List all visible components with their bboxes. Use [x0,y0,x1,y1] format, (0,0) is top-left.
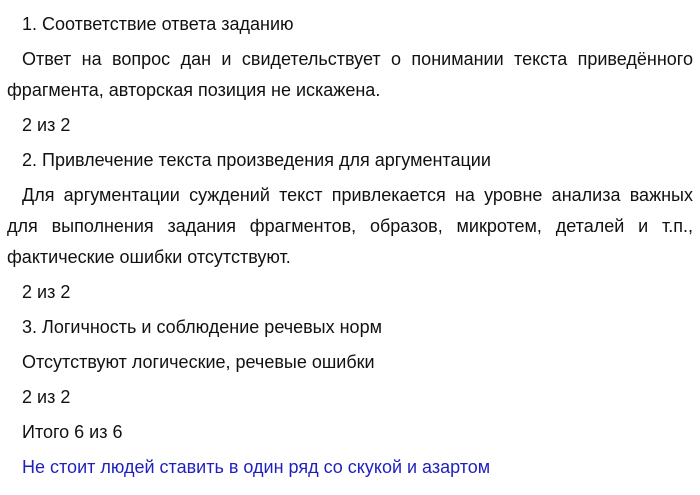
total-score: Итого 6 из 6 [22,422,123,442]
criterion-1-description: Ответ на вопрос дан и свидетельствует о понимании текста приведённого фрагмента, авторская позиция не искажена. [7,49,693,100]
criterion-1-title: 1. Соответствие ответа заданию [22,14,294,34]
next-essay-link[interactable]: Не стоит людей ставить в один ряд со скукой и азартом [22,457,491,477]
criterion-2-description: Для аргументации суждений текст привлекается на уровне анализа важных для выполнения задания фрагментов, образов, микротем, деталей и т.п., фактические ошибки отсутствуют. [7,185,693,267]
criterion-1-score: 2 из 2 [22,115,71,135]
criterion-2-score: 2 из 2 [22,282,71,302]
criterion-3-title: 3. Логичность и соблюдение речевых норм [22,317,382,337]
criterion-2-title: 2. Привлечение текста произведения для аргументации [22,150,491,170]
criterion-3-score: 2 из 2 [22,387,71,407]
criterion-3-description: Отсутствуют логические, речевые ошибки [22,352,375,372]
evaluation-document [7,9,693,487]
